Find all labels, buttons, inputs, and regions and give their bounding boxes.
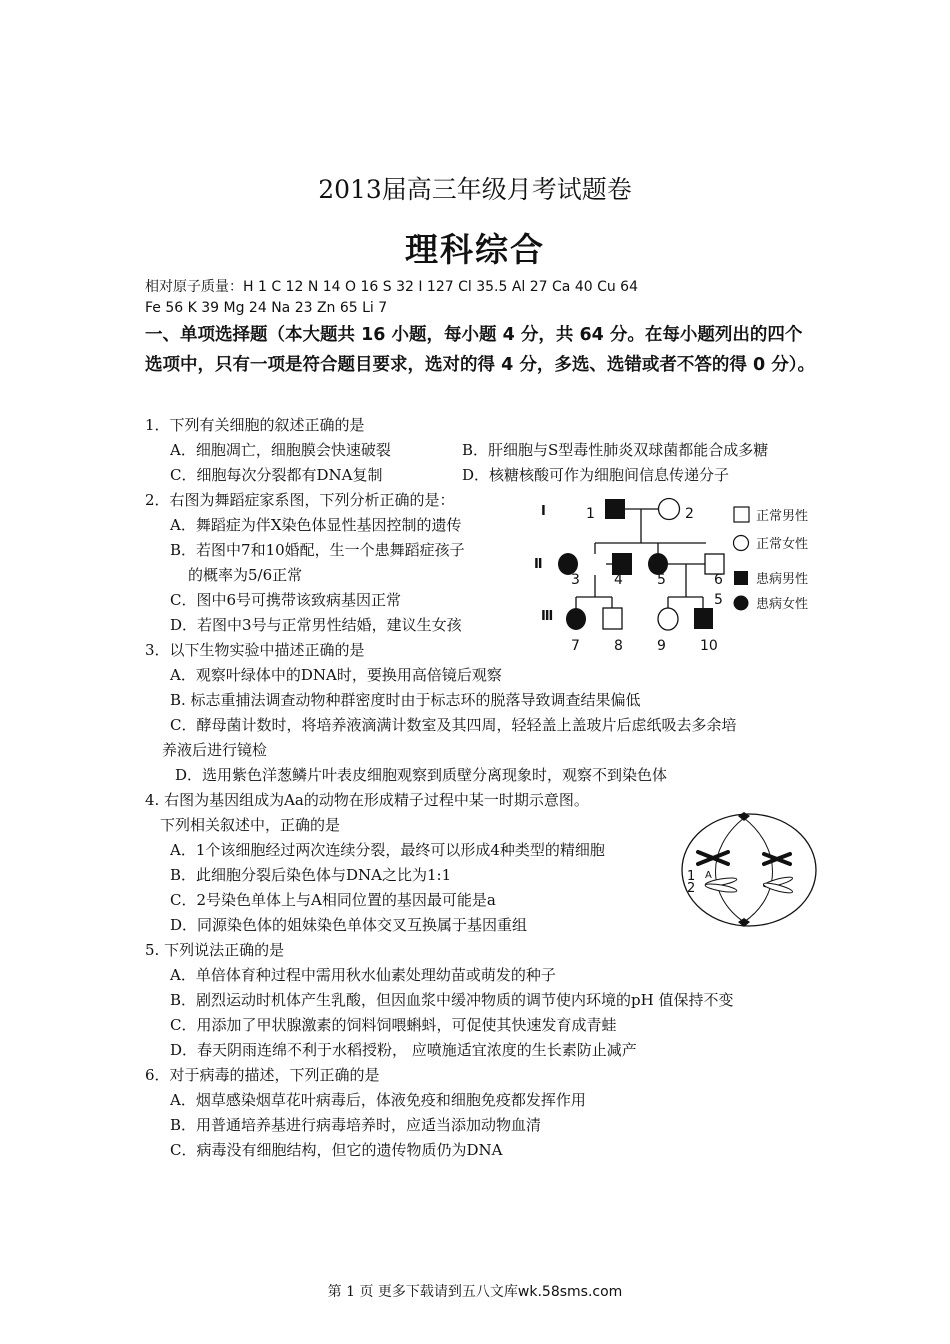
question-5-option-a: A．单倍体育种过程中需用秋水仙素处理幼苗或萌发的种子 bbox=[170, 966, 556, 984]
question-2-option-b-cont: 的概率为5/6正常 bbox=[188, 566, 303, 584]
member-label-7: 7 bbox=[571, 638, 580, 654]
question-1-option-d: D．核糖核酸可作为细胞间信息传递分子 bbox=[462, 466, 730, 484]
atomic-mass-line-2: Fe 56 K 39 Mg 24 Na 23 Zn 65 Li 7 bbox=[145, 300, 388, 316]
member-2-normal-female bbox=[659, 499, 680, 520]
legend-normal-female: 正常女性 bbox=[756, 537, 809, 552]
member-label-8: 8 bbox=[614, 638, 623, 654]
question-5-option-d: D．春天阴雨连绵不利于水稻授粉， 应喷施适宜浓度的生长素防止减产 bbox=[170, 1041, 637, 1059]
legend-normal-male-symbol bbox=[734, 507, 749, 522]
question-4-option-c: C．2号染色单体上与A相同位置的基因最可能是a bbox=[170, 891, 496, 909]
question-1-option-a: A．细胞凋亡，细胞膜会快速破裂 bbox=[170, 441, 391, 459]
exam-title: 2013届高三年级月考试题卷 bbox=[318, 175, 632, 204]
question-6-option-b: B．用普通培养基进行病毒培养时，应适当添加动物血清 bbox=[170, 1116, 542, 1134]
member-10-affected-male bbox=[694, 608, 713, 629]
legend-normal-male: 正常男性 bbox=[756, 509, 809, 524]
centrosome-top bbox=[738, 812, 750, 821]
question-4-option-a: A．1个该细胞经过两次连续分裂，最终可以形成4种类型的精细胞 bbox=[170, 841, 605, 859]
question-3-option-c-cont: 养液后进行镜检 bbox=[162, 741, 268, 759]
footer-download-text: 更多下载请到五八文库 bbox=[377, 1284, 518, 1300]
question-5-stem: 5. 下列说法正确的是 bbox=[145, 941, 285, 959]
question-4-stem-cont: 下列相关叙述中，正确的是 bbox=[160, 816, 341, 834]
spindle-fiber-left bbox=[716, 818, 745, 922]
member-7-affected-female bbox=[566, 608, 586, 630]
question-2-option-d: D．若图中3号与正常男性结婚，建议生女孩 bbox=[170, 616, 462, 634]
question-6-option-c: C．病毒没有细胞结构，但它的遗传物质仍为DNA bbox=[170, 1141, 503, 1159]
generation-label-1: Ⅰ bbox=[541, 504, 546, 519]
legend-affected-female: 患病女性 bbox=[756, 597, 809, 612]
question-2-option-b: B．若图中7和10婚配，生一个患舞蹈症孩子 bbox=[170, 541, 465, 559]
footer-page-number: 第 1 页 bbox=[327, 1284, 374, 1300]
question-4-stem: 4. 右图为基因组成为Aa的动物在形成精子过程中某一时期示意图。 bbox=[145, 791, 589, 809]
member-label-1: 1 bbox=[586, 506, 595, 522]
member-8-normal-male bbox=[603, 608, 622, 629]
question-2-option-a: A．舞蹈症为伴X染色体显性基因控制的遗传 bbox=[170, 516, 462, 534]
chromatid-label-2: 2 bbox=[687, 881, 696, 896]
question-1-stem: 1．下列有关细胞的叙述正确的是 bbox=[145, 416, 365, 434]
question-1-option-c: C．细胞每次分裂都有DNA复制 bbox=[170, 466, 383, 484]
cell-outline bbox=[682, 814, 816, 926]
question-2-option-c: C．图中6号可携带该致病基因正常 bbox=[170, 591, 402, 609]
spindle-fiber-right bbox=[744, 818, 773, 922]
pedigree-chart bbox=[528, 488, 848, 658]
atomic-mass-line-1: 相对原子质量：H 1 C 12 N 14 O 16 S 32 I 127 Cl 35.5 Al 27 Ca 40 Cu 64 bbox=[145, 279, 639, 295]
question-3-option-b: B. 标志重捕法调查动物种群密度时由于标志环的脱落导致调查结果偏低 bbox=[170, 691, 641, 709]
member-label-2: 2 bbox=[685, 506, 694, 522]
member-9-normal-female bbox=[658, 608, 678, 630]
chromosome-upper-left bbox=[698, 852, 728, 864]
member-label-extra: 5 bbox=[714, 592, 723, 608]
question-3-option-d: D．选用紫色洋葱鳞片叶表皮细胞观察到质壁分离现象时，观察不到染色体 bbox=[175, 766, 668, 784]
legend-affected-female-symbol bbox=[734, 596, 749, 611]
member-label-3: 3 bbox=[571, 572, 580, 588]
member-label-10: 10 bbox=[700, 638, 718, 654]
gene-label-a: A bbox=[705, 870, 712, 881]
generation-label-2: Ⅱ bbox=[534, 557, 543, 572]
chromosome-lower-right bbox=[763, 875, 794, 895]
member-label-4: 4 bbox=[614, 572, 623, 588]
chromosome-upper-right bbox=[764, 854, 790, 864]
legend-normal-female-symbol bbox=[734, 536, 749, 551]
question-6-option-a: A．烟草感染烟草花叶病毒后，体液免疫和细胞免疫都发挥作用 bbox=[170, 1091, 586, 1109]
legend-affected-male-symbol bbox=[734, 571, 748, 585]
question-5-option-b: B．剧烈运动时机体产生乳酸，但因血浆中缓冲物质的调节使内环境的pH 值保持不变 bbox=[170, 991, 734, 1009]
question-4-option-b: B．此细胞分裂后染色体与DNA之比为1:1 bbox=[170, 866, 452, 884]
question-2-stem: 2．右图为舞蹈症家系图，下列分析正确的是： bbox=[145, 491, 455, 509]
cell-division-diagram bbox=[676, 808, 822, 932]
legend-affected-male: 患病男性 bbox=[756, 572, 809, 587]
section-heading: 一、单项选择题（本大题共 16 小题，每小题 4 分，共 64 分。在每小题列出的四个选项中，只有一项是符合题目要求，选对的得 4 分，多选、选错或者不答的得 0 分）。 bbox=[145, 325, 815, 375]
question-6-stem: 6．对于病毒的描述，下列正确的是 bbox=[145, 1066, 380, 1084]
member-label-5: 5 bbox=[657, 572, 666, 588]
question-5-option-c: C．用添加了甲状腺激素的饲料饲喂蝌蚪，可促使其快速发育成青蛙 bbox=[170, 1016, 617, 1034]
member-label-9: 9 bbox=[657, 638, 666, 654]
generation-label-3: Ⅲ bbox=[541, 609, 554, 624]
question-3-option-c: C．酵母菌计数时，将培养液滴满计数室及其四周，轻轻盖上盖玻片后虑纸吸去多余培 bbox=[170, 716, 737, 734]
chromatid-label-1: 1 bbox=[687, 869, 696, 884]
exam-subject: 理科综合 bbox=[405, 230, 545, 269]
question-3-stem: 3．以下生物实验中描述正确的是 bbox=[145, 641, 365, 659]
member-6-normal-male bbox=[705, 554, 724, 574]
question-4-option-d: D．同源染色体的姐妹染色单体交叉互换属于基因重组 bbox=[170, 916, 528, 934]
member-1-affected-male bbox=[605, 499, 625, 519]
question-3-option-a: A．观察叶绿体中的DNA时，要换用高倍镜后观察 bbox=[170, 666, 502, 684]
question-1-option-b: B．肝细胞与S型毒性肺炎双球菌都能合成多糖 bbox=[462, 441, 769, 459]
footer-site-link[interactable]: wk.58sms.com bbox=[517, 1284, 623, 1300]
member-label-6: 6 bbox=[714, 572, 723, 588]
page-footer bbox=[0, 1281, 950, 1301]
